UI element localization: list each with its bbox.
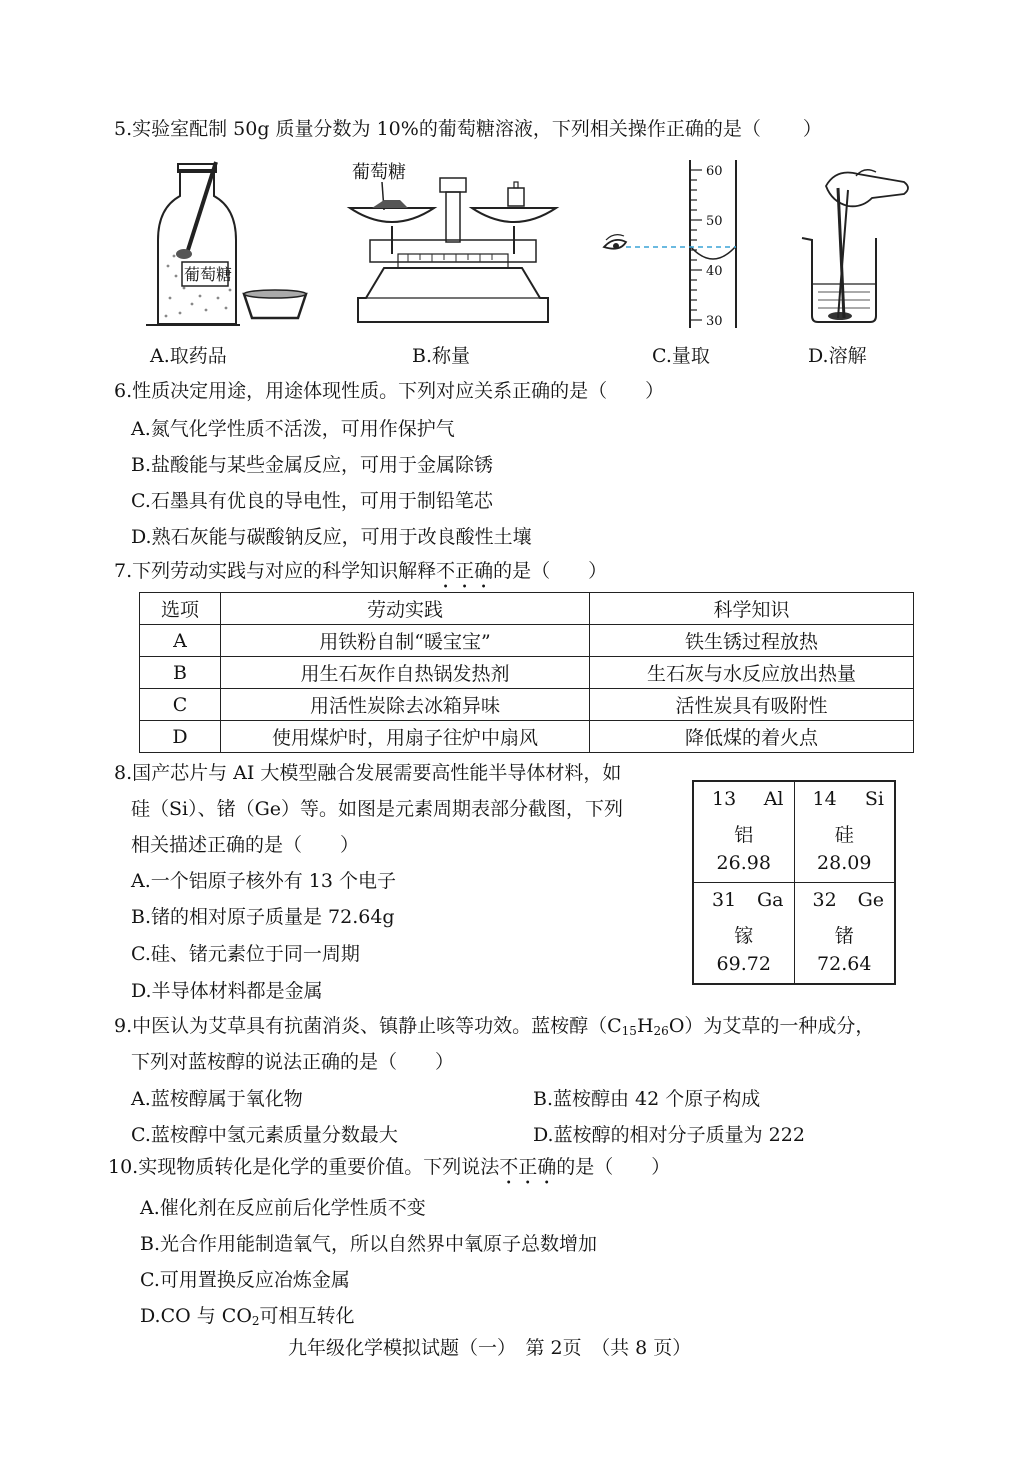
q5-option-b[interactable]: B.称量 <box>412 345 471 367</box>
q10-option-a[interactable]: A.催化剂在反应前后化学性质不变 <box>140 1197 426 1219</box>
table-row <box>140 721 914 753</box>
q5-stem: 5.实验室配制 50g 质量分数为 10%的葡萄糖溶液，下列相关操作正确的是（ ） <box>114 118 822 140</box>
cylinder-tick-40: 40 <box>706 264 723 279</box>
cylinder-tick-30: 30 <box>706 314 723 329</box>
table-header: 科学知识 <box>590 593 914 625</box>
table-cell: 降低煤的着火点 <box>590 721 914 753</box>
element-cell-si: 14 Si 硅 28.09 <box>794 781 895 883</box>
q9-option-c[interactable]: C.蓝桉醇中氢元素质量分数最大 <box>131 1124 398 1146</box>
cylinder-tick-50: 50 <box>706 214 723 229</box>
q8-stem-line1: 8.国产芯片与 AI 大模型融合发展需要高性能半导体材料，如 <box>114 762 622 784</box>
balance-label: 葡萄糖 <box>352 162 406 183</box>
q8-option-b[interactable]: B.锗的相对原子质量是 72.64g <box>131 906 395 928</box>
q6-option-b[interactable]: B.盐酸能与某些金属反应，可用于金属除锈 <box>131 454 494 476</box>
q10-emphasis: 不正确 <box>499 1156 557 1178</box>
cylinder-tick-60: 60 <box>706 164 723 179</box>
q7-table <box>139 592 914 753</box>
q10-option-b[interactable]: B.光合作用能制造氧气，所以自然界中氧原子总数增加 <box>140 1233 598 1255</box>
element-cell-al: 13 Al 铝 26.98 <box>693 781 794 883</box>
table-cell: 用生石灰作自热锅发热剂 <box>221 657 590 689</box>
element-cell-ga: 31 Ga 镓 69.72 <box>693 883 794 985</box>
table-cell: 生石灰与水反应放出热量 <box>590 657 914 689</box>
q6-option-d[interactable]: D.熟石灰能与碳酸钠反应，可用于改良酸性土壤 <box>131 526 532 548</box>
balance-figure <box>344 158 564 330</box>
table-cell: 用铁粉自制“暖宝宝” <box>221 625 590 657</box>
q8-option-c[interactable]: C.硅、锗元素位于同一周期 <box>131 943 360 965</box>
q9-stem-line1: 9.中医认为艾草具有抗菌消炎、镇静止咳等功效。蓝桉醇$(C_{15}H_{26}O)$为艾草的一种成分， <box>114 1015 875 1038</box>
q8-option-a[interactable]: A.一个铝原子核外有 13 个电子 <box>131 870 397 892</box>
q9-option-a[interactable]: A.蓝桉醇属于氧化物 <box>131 1088 303 1110</box>
graduated-cylinder-figure <box>598 156 748 332</box>
periodic-table-excerpt <box>692 780 896 985</box>
table-cell: 使用煤炉时，用扇子往炉中扇风 <box>221 721 590 753</box>
q6-option-c[interactable]: C.石墨具有优良的导电性，可用于制铅笔芯 <box>131 490 493 512</box>
page-footer: 九年级化学模拟试题（一） 第 2页 （共 8 页） <box>288 1337 692 1359</box>
q8-stem-line3: 相关描述正确的是（ ） <box>131 834 360 856</box>
table-cell: C <box>140 689 221 721</box>
table-cell: A <box>140 625 221 657</box>
beaker-dissolve-figure <box>792 158 922 330</box>
table-header: 选项 <box>140 593 221 625</box>
table-cell: 用活性炭除去冰箱异味 <box>221 689 590 721</box>
q5-option-d[interactable]: D.溶解 <box>808 345 867 367</box>
q7-stem: 7.下列劳动实践与对应的科学知识解释不正确的是（ ） <box>114 560 608 582</box>
q6-stem: 6.性质决定用途，用途体现性质。下列对应关系正确的是（ ） <box>114 380 665 402</box>
element-cell-ge: 32 Ge 锗 72.64 <box>794 883 895 985</box>
q7-emphasis: 不正确 <box>436 560 494 582</box>
bottle-label: 葡萄糖 <box>184 265 233 284</box>
q5-option-c[interactable]: C.量取 <box>652 345 710 367</box>
q9-option-b[interactable]: B.蓝桉醇由 42 个原子构成 <box>533 1088 761 1110</box>
table-cell: 铁生锈过程放热 <box>590 625 914 657</box>
q8-option-d[interactable]: D.半导体材料都是金属 <box>131 980 323 1002</box>
q9-stem-line2: 下列对蓝桉醇的说法正确的是（ ） <box>131 1051 455 1073</box>
q8-stem-line2: 硅（Si）、锗（Ge）等。如图是元素周期表部分截图，下列 <box>131 798 624 820</box>
table-row <box>140 689 914 721</box>
eye-icon <box>604 235 626 249</box>
table-cell: 活性炭具有吸附性 <box>590 689 914 721</box>
table-cell: D <box>140 721 221 753</box>
q5-option-a[interactable]: A.取药品 <box>150 345 227 367</box>
q10-option-c[interactable]: C.可用置换反应冶炼金属 <box>140 1269 350 1291</box>
q10-stem: 10.实现物质转化是化学的重要价值。下列说法不正确的是（ ） <box>108 1156 671 1178</box>
table-row <box>140 625 914 657</box>
table-header: 劳动实践 <box>221 593 590 625</box>
q6-option-a[interactable]: A.氮气化学性质不活泼，可用作保护气 <box>131 418 455 440</box>
q9-option-d[interactable]: D.蓝桉醇的相对分子质量为 222 <box>533 1124 805 1146</box>
reagent-bottle-figure <box>140 158 320 330</box>
table-cell: B <box>140 657 221 689</box>
table-row <box>140 657 914 689</box>
table-header-row <box>140 593 914 625</box>
q10-option-d[interactable]: D.CO 与 $CO_2$可相互转化 <box>140 1305 355 1328</box>
